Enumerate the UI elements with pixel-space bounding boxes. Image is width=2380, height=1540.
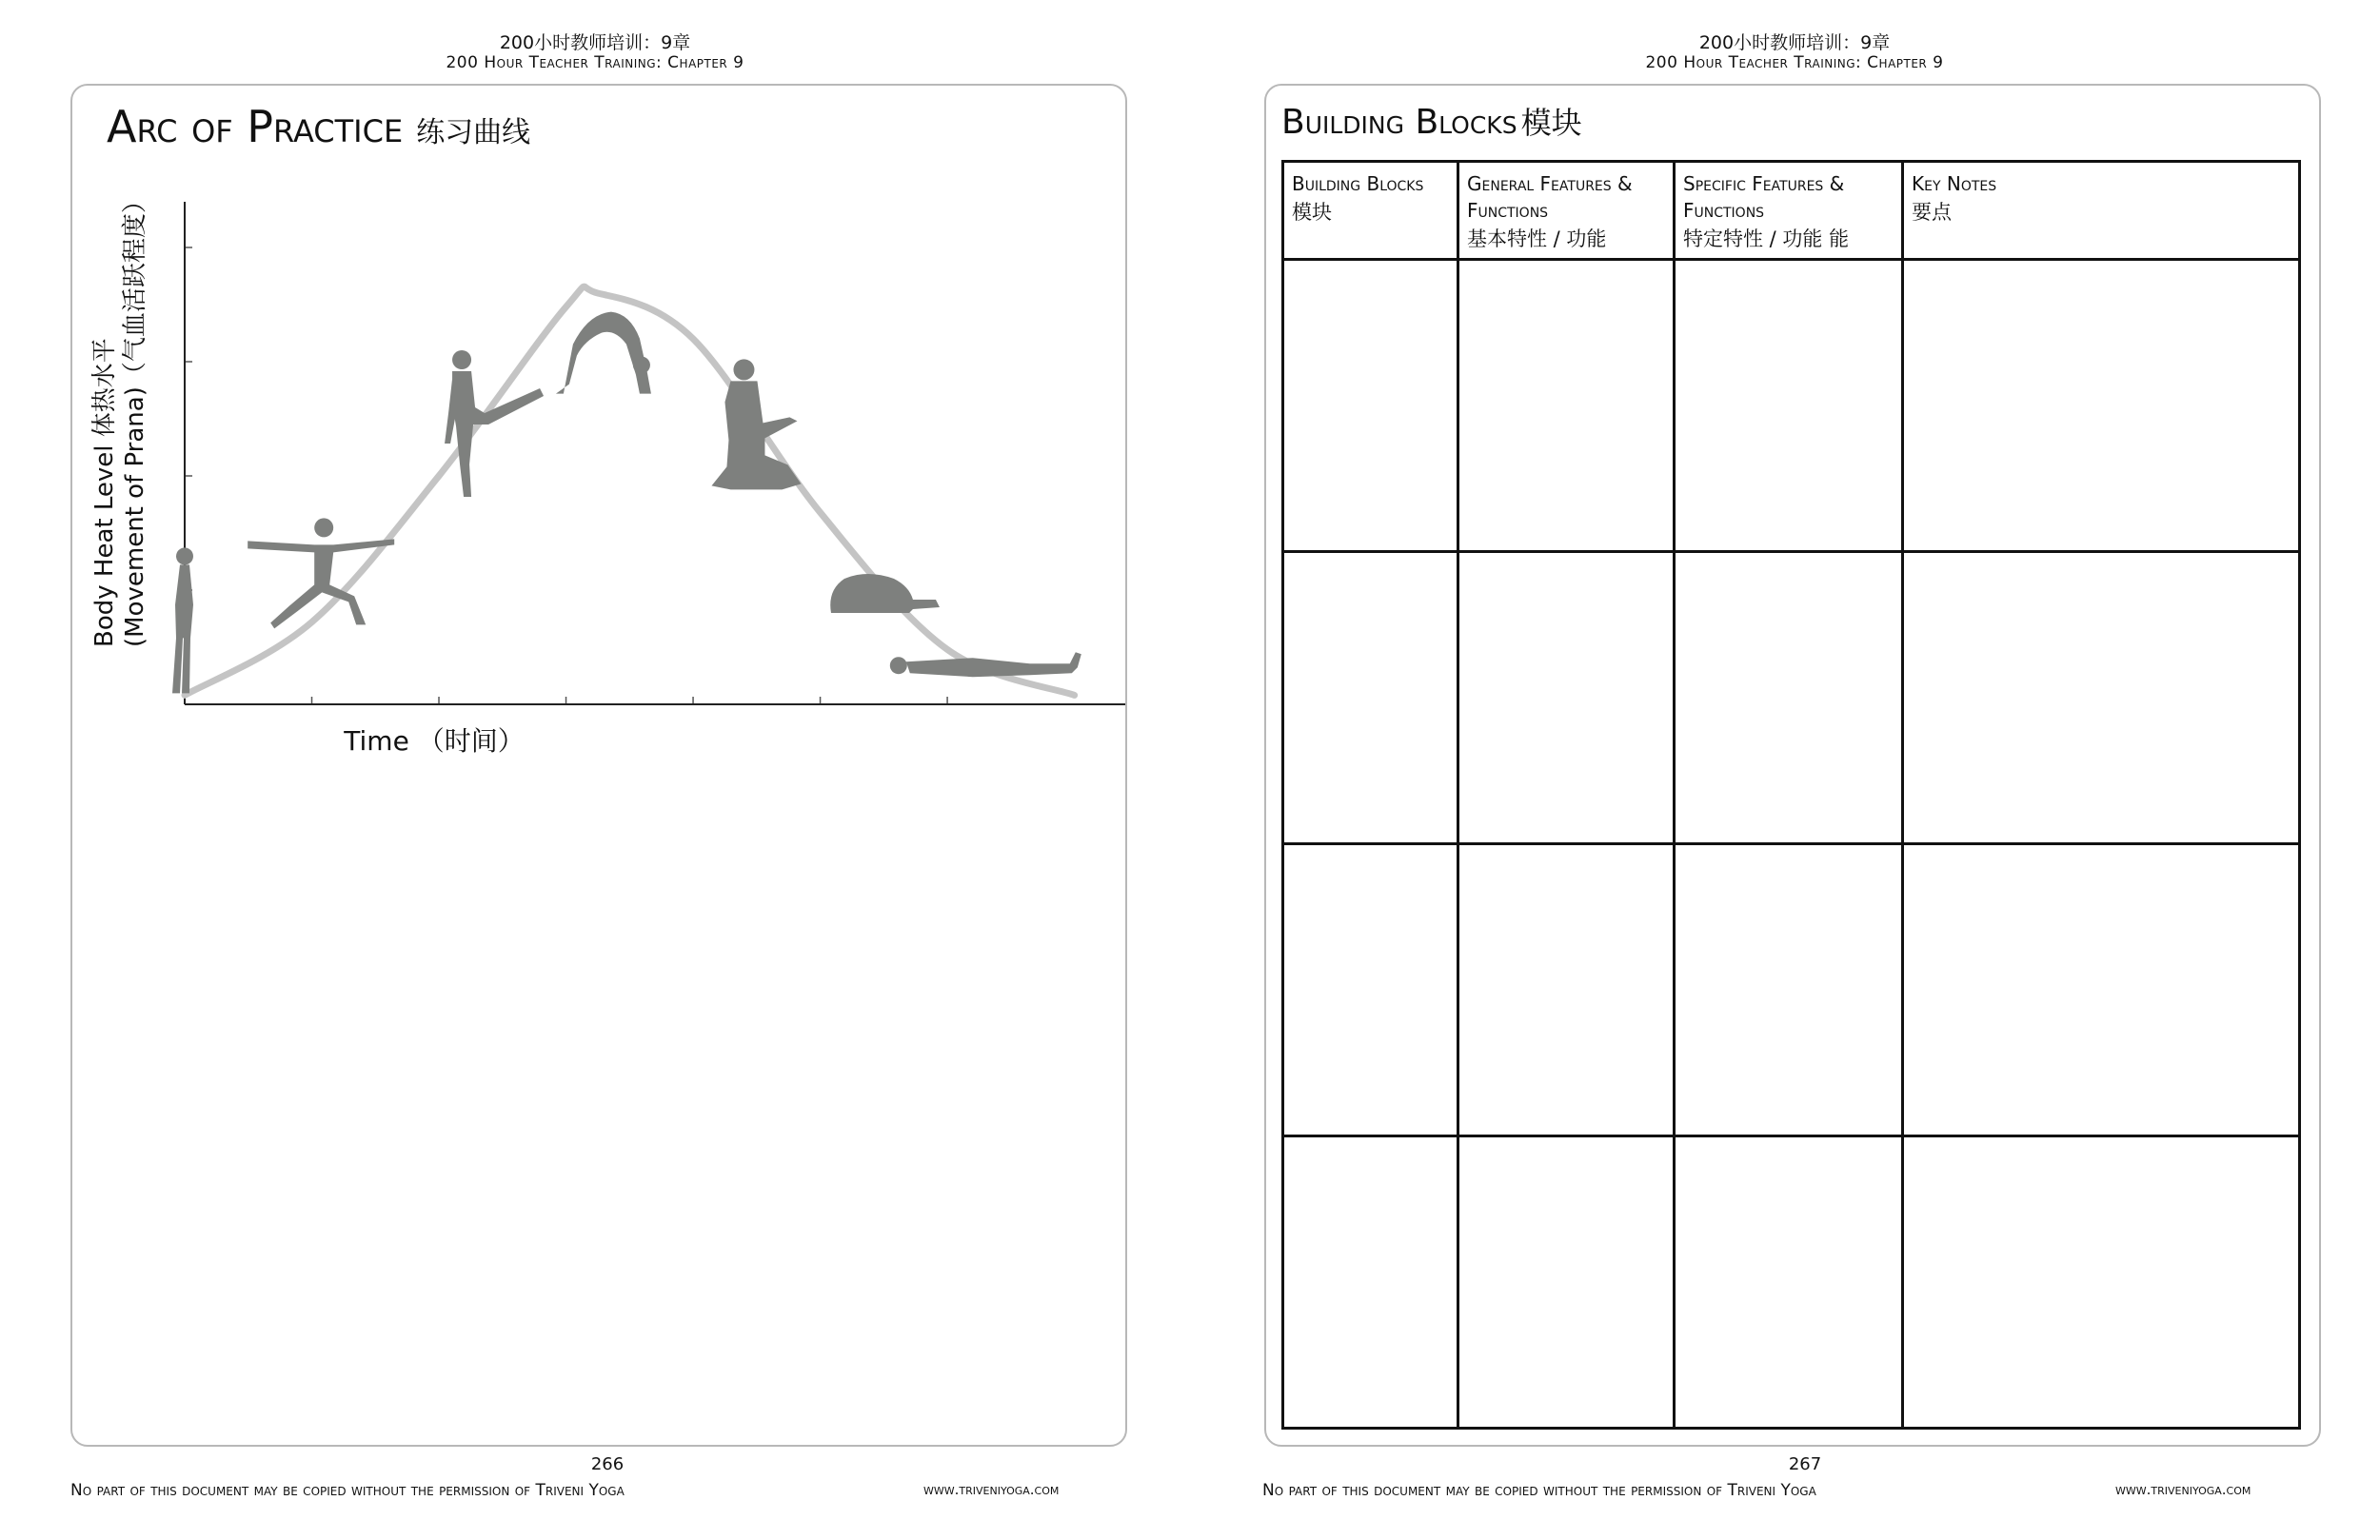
column-header-cn: 要点 [1912, 201, 1952, 224]
y-axis-label-line2: (Movement of Prana)（气血活跃程度） [121, 188, 149, 647]
table-cell[interactable] [1283, 552, 1458, 844]
column-header-en: General Features & Functions [1467, 172, 1633, 222]
table-cell[interactable] [1458, 1136, 1675, 1429]
y-axis-label-line1: Body Heat Level 体热水平 [90, 338, 119, 647]
table-cell[interactable] [1675, 1136, 1903, 1429]
table-row [1283, 552, 2300, 844]
page-header-cn: 200小时教师培训：9章 [1698, 32, 1891, 53]
table-cell[interactable] [1283, 260, 1458, 552]
column-header-cn: 特定特性 / 功能 能 [1683, 227, 1850, 250]
content-frame [70, 84, 1127, 1447]
column-header-key-notes [1903, 162, 2300, 260]
website-url: www.triveniyoga.com [923, 1481, 1060, 1498]
standing-pose-figure [172, 547, 193, 693]
content-frame [1264, 84, 2321, 1447]
column-header-specific-features [1675, 162, 1903, 260]
table-cell[interactable] [1283, 844, 1458, 1136]
x-axis-label: Time （时间） [344, 725, 525, 757]
table-cell[interactable] [1458, 552, 1675, 844]
section-title-cn: 模块 [1520, 105, 1582, 141]
table-cell[interactable] [1903, 552, 2300, 844]
table-cell[interactable] [1675, 844, 1903, 1136]
website-url: www.triveniyoga.com [2115, 1481, 2251, 1498]
backbend-pose-figure [556, 312, 651, 394]
table-cell[interactable] [1903, 260, 2300, 552]
page-header-en: 200 Hour Teacher Training: Chapter 9 [1645, 53, 1944, 72]
column-header-en: Key Notes [1912, 172, 1997, 195]
right-page [1200, 0, 2380, 1540]
column-header-general-features [1458, 162, 1675, 260]
table-row [1283, 1136, 2300, 1429]
table-cell[interactable] [1903, 844, 2300, 1136]
copyright-note: No part of this document may be copied without the permission of Triveni Yoga [1262, 1481, 1816, 1500]
column-header-en: Specific Features & Functions [1683, 172, 1845, 222]
column-header-cn: 基本特性 / 功能 [1467, 227, 1607, 250]
forward-bend-pose-figure [830, 574, 940, 613]
section-title [1281, 99, 1582, 143]
page-number: 266 [590, 1454, 625, 1474]
relaxation-pose-figure [890, 652, 1081, 677]
standing-leg-raise-pose-figure [445, 350, 544, 497]
table-cell[interactable] [1283, 1136, 1458, 1429]
table-cell[interactable] [1458, 844, 1675, 1136]
section-title-cn: 练习曲线 [416, 116, 531, 149]
building-blocks-table [1281, 160, 2301, 1430]
page-header-cn: 200小时教师培训：9章 [499, 32, 691, 53]
copyright-note: No part of this document may be copied without the permission of Triveni Yoga [70, 1481, 625, 1500]
column-header-en: Building Blocks [1292, 172, 1424, 195]
section-title-en: Building Blocks [1281, 103, 1517, 142]
page-number: 267 [1788, 1454, 1822, 1474]
table-header-row [1283, 162, 2300, 260]
table-row [1283, 844, 2300, 1136]
page-header-en: 200 Hour Teacher Training: Chapter 9 [446, 53, 744, 72]
column-header-cn: 模块 [1292, 201, 1332, 224]
table-cell[interactable] [1675, 260, 1903, 552]
arc-of-practice-chart [72, 86, 1125, 809]
column-header-building-blocks [1283, 162, 1458, 260]
table-cell[interactable] [1675, 552, 1903, 844]
table-cell[interactable] [1458, 260, 1675, 552]
table-cell[interactable] [1903, 1136, 2300, 1429]
table-row [1283, 260, 2300, 552]
section-title-en: Arc of Practice [107, 101, 404, 152]
